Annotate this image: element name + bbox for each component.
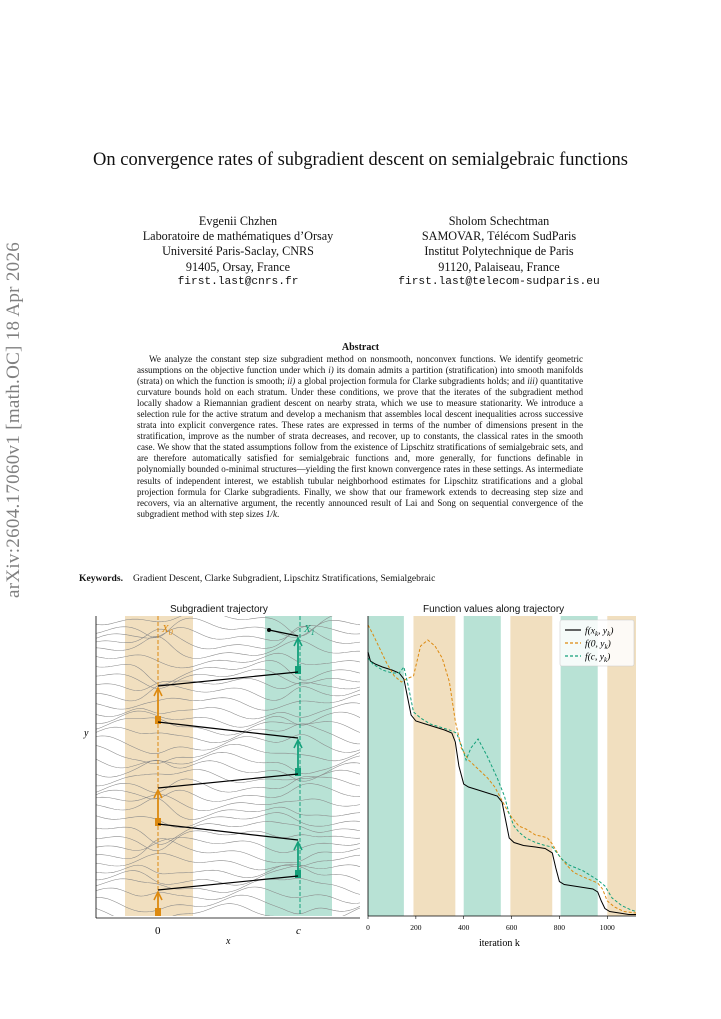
author-affiliation: Institut Polytechnique de Paris xyxy=(424,244,574,259)
author-block-1 xyxy=(100,214,376,290)
keywords xyxy=(79,573,435,584)
function-values-chart xyxy=(362,614,642,954)
legend-label: f(0, $y_k$) xyxy=(585,639,611,651)
region-band xyxy=(510,616,552,916)
author-name: Evgenii Chzhen xyxy=(198,214,278,228)
legend-label: $f(x_k$, $y_k$) xyxy=(585,626,614,638)
right-figure-title: Function values along trajectory xyxy=(423,604,565,615)
paper-title: On convergence rates of subgradient descent on semialgebraic functions xyxy=(93,150,628,170)
x-tick-label: 200 xyxy=(410,923,422,932)
author-affiliation: Université Paris-Saclay, CNRS xyxy=(162,244,314,259)
author-affiliation: SAMOVAR, Télécom SudParis xyxy=(421,229,577,244)
legend-label: f(c, $y_k$) xyxy=(585,652,611,664)
label-x0: $X_0$ xyxy=(162,623,173,637)
tick-zero: 0 xyxy=(155,925,161,937)
label-x1: $X_1$ xyxy=(304,623,315,637)
x-tick-label: 1000 xyxy=(599,923,615,932)
keywords-label: Keywords. xyxy=(79,573,123,584)
x-tick-label: 600 xyxy=(505,923,518,932)
x-tick-label: 800 xyxy=(553,923,566,932)
x-axis-label: iteration k xyxy=(479,938,520,949)
author-block-2 xyxy=(370,214,628,290)
keywords-text: Gradient Descent, Clarke Subgradient, Lipschitz Stratifications, Semialgebraic xyxy=(132,573,436,584)
tick-c: c xyxy=(296,925,301,937)
left-figure-title: Subgradient trajectory xyxy=(170,604,268,615)
subgradient-trajectory-figure xyxy=(80,614,362,944)
author-name: Sholom Schechtman xyxy=(448,214,550,228)
iterate-cluster xyxy=(155,908,161,916)
author-affiliation: 91405, Orsay, France xyxy=(185,259,291,274)
region-band xyxy=(413,616,455,916)
x-axis-label: x xyxy=(226,936,231,944)
author-email: first.last@telecom-sudparis.eu xyxy=(398,275,600,288)
legend xyxy=(560,620,634,666)
abstract-body: We analyze the constant step size subgradient method on nonsmooth, nonconvex functions. We identify geometric assumptions on the objective function under which i) its domain admits a partition (stratification) into smooth manifolds (strata) on which the function is smooth; ii) a global projection formula for Clarke subgradients holds; and iii) quantitative curvature bounds hold on each stratum. Under these conditions, we prove that the iterates of the subgradient method locally shadow a Riemannian gradient descent on nearby strata, which we use to measure stationarity. We introduce a selection rule for the active stratum and develop a mechanism that assembles local descent inequalities across successive strata into explicit convergence rates. These rates are expressed in terms of the number of dimensions present in the stratification, improve as the number of strata decreases, and recover, up to constants, the classical rates in the smooth case. We show that the stated assumptions follow from the existence of Lipschitz stratifications of semialgebraic sets, and are therefore automatically satisfied for semialgebraic functions and, more generally, for functions definable in polynomially bounded o-minimal structures—yielding the first known convergence rates in these settings. As intermediate results of independent interest, we establish tubular neighborhood estimates for Lipschitz stratifications and a global projection formula for Clarke subgradients. Finally, we show that our framework extends to decreasing step size and recovers, via an alternative argument, the recently announced result of Lai and Song on sequential convergence of the subgradient method with step sizes 1/k. xyxy=(137,354,583,519)
y-axis-label: y xyxy=(84,728,89,739)
author-affiliation: 91120, Palaiseau, France xyxy=(438,259,560,274)
x-tick-label: 0 xyxy=(366,923,370,932)
author-email: first.last@cnrs.fr xyxy=(177,275,299,288)
abstract-heading: Abstract xyxy=(341,342,380,353)
arxiv-stamp-text: arXiv:2604.17060v1 [math.OC] 18 Apr 2026 xyxy=(3,241,24,599)
x-tick-label: 400 xyxy=(458,923,470,932)
region-band xyxy=(464,616,501,916)
author-affiliation: Laboratoire de mathématiques d’Orsay xyxy=(142,229,334,244)
